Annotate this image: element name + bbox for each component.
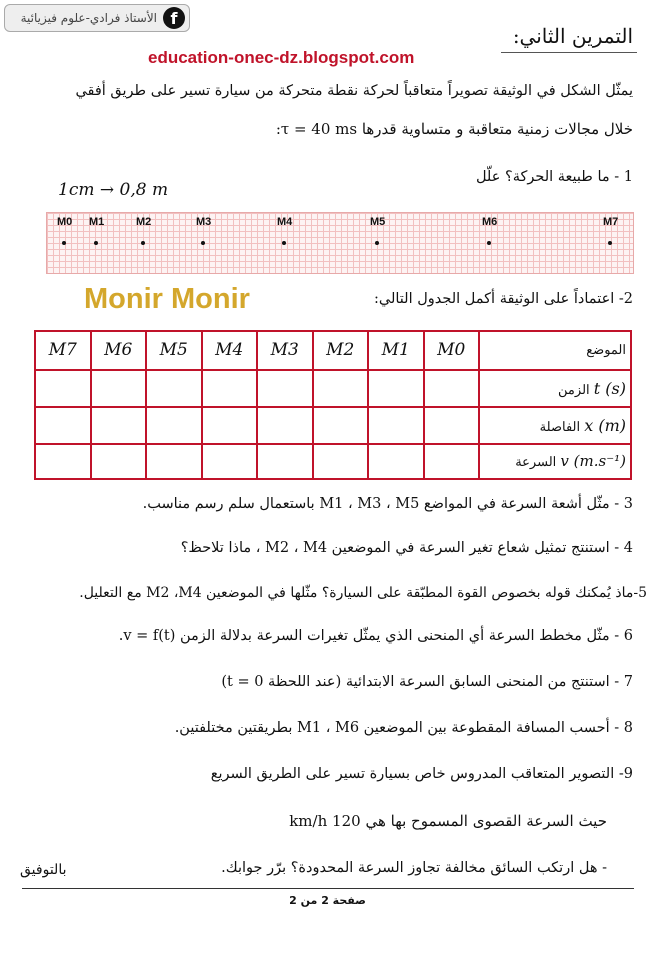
question-2: 2- اعتماداً على الوثيقة أكمل الجدول التالي: <box>373 291 633 307</box>
cell[interactable] <box>91 444 147 479</box>
cell[interactable] <box>257 444 313 479</box>
row-label-position: x (m) الفاصلة <box>479 407 631 444</box>
col-m7: M7 <box>35 331 91 370</box>
table-header-label: الموضع <box>479 331 631 370</box>
col-m0: M0 <box>424 331 480 370</box>
point-label: M6 <box>482 216 498 228</box>
blog-url: education-onec-dz.blogspot.com <box>148 48 415 67</box>
exercise-title: التمرين الثاني: <box>512 24 633 48</box>
cell[interactable] <box>202 370 258 407</box>
point-dot <box>608 241 612 245</box>
point-label: M0 <box>57 216 73 228</box>
cell[interactable] <box>91 370 147 407</box>
cell[interactable] <box>91 407 147 444</box>
col-m3: M3 <box>257 331 313 370</box>
scale-label: 1cm → 0,8 m <box>58 180 169 200</box>
question-9-ask: - هل ارتكب السائق مخالفة تجاوز السرعة المحدودة؟ برّر جوابك. <box>221 860 607 876</box>
col-m6: M6 <box>91 331 147 370</box>
question-9: 9- التصوير المتعاقب المدروس خاص بسيارة تسير على الطريق السريع <box>210 766 633 782</box>
row-label-speed: v (m.s⁻¹) السرعة <box>479 444 631 479</box>
cell[interactable] <box>257 370 313 407</box>
cell[interactable] <box>424 370 480 407</box>
question-3: 3 - مثّل أشعة السرعة في المواضع M1 ، M3 ، M5 باستعمال سلم رسم مناسب. <box>142 496 633 512</box>
point-label: M7 <box>603 216 619 228</box>
cell[interactable] <box>146 407 202 444</box>
cell[interactable] <box>257 407 313 444</box>
col-m2: M2 <box>313 331 369 370</box>
intro-line-2: خلال مجالات زمنية متعاقبة و متساوية قدرها τ = 40 ms: <box>275 120 633 138</box>
page-number: صفحة 2 من 2 <box>289 894 366 907</box>
point-dot <box>375 241 379 245</box>
cell[interactable] <box>202 407 258 444</box>
good-luck: بالتوفيق <box>20 862 67 878</box>
col-m4: M4 <box>202 331 258 370</box>
point-label: M3 <box>196 216 212 228</box>
cell[interactable] <box>368 444 424 479</box>
cell[interactable] <box>368 407 424 444</box>
question-6: 6 - مثّل مخطط السرعة أي المنحنى الذي يمثّل تغيرات السرعة بدلالة الزمن v = f(t). <box>118 628 633 644</box>
question-9-speed-limit: حيث السرعة القصوى المسموح بها هي 120 km/h <box>289 812 607 830</box>
question-1: 1 - ما طبيعة الحركة؟ علّل <box>475 169 633 185</box>
intro-line-1: يمثّل الشكل في الوثيقة تصويراً متعاقباً لحركة نقطة متحركة من سيارة تسير على طريق أفقي <box>75 83 633 99</box>
point-label: M2 <box>136 216 152 228</box>
cell[interactable] <box>313 370 369 407</box>
cell[interactable] <box>202 444 258 479</box>
point-label: M1 <box>89 216 105 228</box>
question-4: 4 - استنتج تمثيل شعاع تغير السرعة في الموضعين M2 ، M4 ، ماذا تلاحظ؟ <box>180 540 633 556</box>
data-table <box>34 330 632 480</box>
table-row <box>35 407 631 444</box>
table-header-row <box>35 331 631 370</box>
row-label-time: t (s) الزمن <box>479 370 631 407</box>
point-dot <box>201 241 205 245</box>
point-label: M5 <box>370 216 386 228</box>
question-7: 7 - استنتج من المنحنى السابق السرعة الابتدائية (عند اللحظة t = 0) <box>221 674 633 690</box>
footer-divider <box>22 888 634 889</box>
watermark: Monir Monir <box>84 283 250 315</box>
cell[interactable] <box>146 370 202 407</box>
cell[interactable] <box>424 407 480 444</box>
col-m5: M5 <box>146 331 202 370</box>
cell[interactable] <box>313 407 369 444</box>
point-dot <box>141 241 145 245</box>
point-dot <box>94 241 98 245</box>
cell[interactable] <box>35 370 91 407</box>
author-badge <box>4 4 190 32</box>
point-dot <box>487 241 491 245</box>
cell[interactable] <box>35 407 91 444</box>
cell[interactable] <box>146 444 202 479</box>
table-row <box>35 370 631 407</box>
cell[interactable] <box>424 444 480 479</box>
table-row <box>35 444 631 479</box>
cell[interactable] <box>368 370 424 407</box>
cell[interactable] <box>313 444 369 479</box>
chronophotograph-grid <box>46 212 634 274</box>
title-underline <box>501 52 637 53</box>
facebook-icon: f <box>163 7 185 29</box>
question-5: 5-ماذ يُمكنك قوله بخصوص القوة المطبّقة على السيارة؟ مثّلها في الموضعين M2 ،M4 مع التعليل. <box>79 585 647 601</box>
question-8: 8 - أحسب المسافة المقطوعة بين الموضعين M1 ، M6 بطريقتين مختلفتين. <box>174 720 633 736</box>
point-dot <box>282 241 286 245</box>
col-m1: M1 <box>368 331 424 370</box>
author-name: الأستاذ فرادي-علوم فيزيائية <box>20 11 157 25</box>
cell[interactable] <box>35 444 91 479</box>
point-dot <box>62 241 66 245</box>
point-label: M4 <box>277 216 293 228</box>
